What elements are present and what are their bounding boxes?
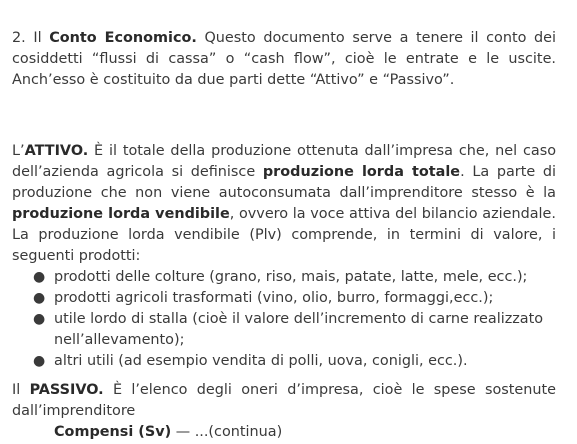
intro-number: 2. Il [12, 30, 50, 46]
bullet-icon: ● [33, 311, 46, 327]
intro-title: Conto Economico. [49, 30, 197, 46]
passivo-paragraph [12, 380, 556, 422]
bullet-icon: ● [33, 353, 46, 369]
plv-product-list [12, 267, 556, 372]
cutoff-text: — ...(continua) [171, 424, 283, 440]
list-item-text: prodotti agricoli trasformati (vino, olio, burro, formaggi,ecc.); [54, 290, 494, 306]
list-item-text: utile lordo di stalla (cioè il valore dell’incremento di carne realizzato nell’allevamento); [54, 311, 544, 348]
passivo-heading: PASSIVO. [29, 382, 104, 398]
list-item-text: prodotti delle colture (grano, riso, mais, patate, latte, mele, ecc.); [54, 269, 528, 285]
attivo-text-2: . La parte di produzione che non viene autoconsumata dall’imprenditore stesso è la [12, 164, 556, 201]
intro-paragraph [12, 28, 556, 91]
section-gap [12, 91, 556, 141]
passivo-prefix: Il [12, 382, 30, 398]
attivo-prefix: L’ [12, 143, 25, 159]
attivo-text-1: È il totale della produzione ottenuta dall’impresa che, nel caso dell’azienda agricola si definisce [12, 143, 556, 180]
document-body [12, 28, 556, 444]
list-item [12, 267, 556, 288]
cutoff-line [12, 422, 556, 444]
intro-text: Questo documento serve a tenere il conto dei cosiddetti “flussi di cassa” o “cash flow”, cioè le entrate e le uscite. Anch’esso è costituito da due parti dette “Attivo” e “Passivo”. [12, 30, 556, 88]
bullet-icon: ● [33, 290, 46, 306]
cutoff-bold: Compensi (Sv) [54, 424, 172, 440]
attivo-text-3: , ovvero la voce attiva del bilancio aziendale. La produzione lorda vendibile (Plv) comprende, in termini di valore, i seguenti prodotti: [12, 206, 556, 264]
list-item-text: altri utili (ad esempio vendita di polli, uova, conigli, ecc.). [54, 353, 468, 369]
bullet-icon: ● [33, 269, 46, 285]
attivo-term-plt: produzione lorda totale [262, 164, 461, 180]
passivo-text: È l’elenco degli oneri d’impresa, cioè le spese sostenute dall’imprenditore [12, 382, 556, 419]
list-item [12, 351, 556, 372]
list-item [12, 309, 556, 351]
attivo-paragraph [12, 141, 556, 267]
attivo-heading: ATTIVO. [24, 143, 89, 159]
attivo-term-plv: produzione lorda vendibile [12, 206, 230, 222]
list-item [12, 288, 556, 309]
